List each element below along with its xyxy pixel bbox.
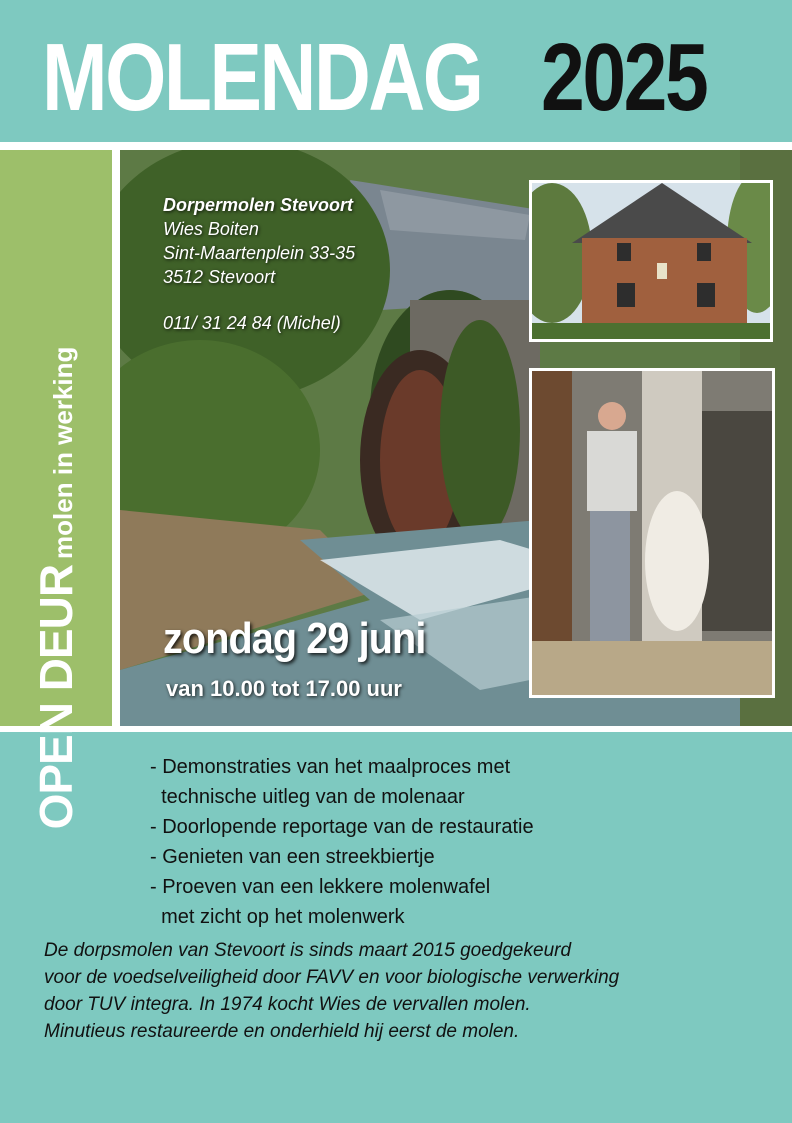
mill-house-photo — [529, 180, 773, 342]
event-time: van 10.00 tot 17.00 uur — [166, 676, 402, 701]
list-item: - Genieten van een streekbiertje — [150, 846, 435, 868]
contact-person: Wies Boiten — [163, 219, 259, 239]
city-address: 3512 Stevoort — [163, 267, 276, 287]
list-item: - Demonstraties van het maalproces met — [150, 756, 511, 778]
miller-illustration — [532, 371, 772, 695]
description-line: Minutieus restaureerde en onderhield hij eerst de molen. — [44, 1021, 520, 1042]
list-item: met zicht op het molenwerk — [150, 906, 405, 928]
street-address: Sint-Maartenplein 33-35 — [163, 243, 356, 263]
phone-number: 011/ 31 24 84 (Michel) — [163, 313, 341, 333]
address-block — [163, 193, 355, 335]
feature-list — [150, 752, 534, 932]
list-item: - Doorlopende reportage van de restauratie — [150, 816, 534, 838]
miller-photo — [529, 368, 775, 698]
molen-in-werking-label: molen in werking — [48, 346, 78, 559]
side-label — [29, 347, 83, 830]
event-date: zondag 29 juni — [163, 614, 426, 663]
side-panel — [0, 150, 112, 830]
mill-name: Dorpermolen Stevoort — [163, 195, 354, 215]
description-line: voor de voedselveiligheid door FAVV en voor biologische verwerking — [44, 967, 620, 988]
description-line: De dorpsmolen van Stevoort is sinds maart 2015 goedgekeurd — [44, 940, 572, 961]
house-illustration — [532, 183, 770, 339]
title-molendag: MOLENDAG — [42, 24, 482, 131]
description-line: door TUV integra. In 1974 kocht Wies de vervallen molen. — [44, 994, 531, 1015]
list-item: technische uitleg van de molenaar — [150, 786, 465, 808]
list-item: - Proeven van een lekkere molenwafel — [150, 876, 491, 898]
title-year: 2025 — [541, 24, 707, 131]
open-deur-label: OPEN DEUR — [30, 564, 82, 830]
description-paragraph — [44, 937, 764, 1045]
header-band — [0, 0, 792, 142]
